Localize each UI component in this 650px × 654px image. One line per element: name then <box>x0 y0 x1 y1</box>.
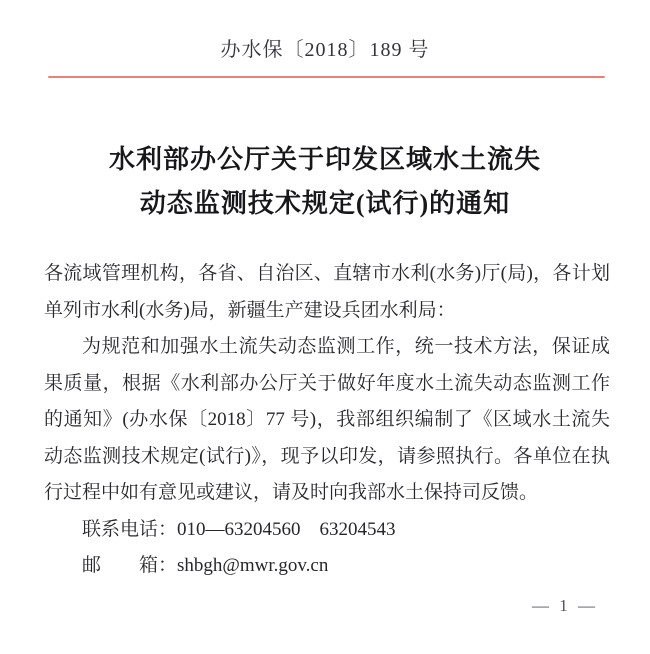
document-body <box>44 256 610 585</box>
page-number: — 1 — <box>532 596 598 615</box>
title-line-2: 动态监测技术规定(试行)的通知 <box>139 189 511 218</box>
header-divider-line <box>48 76 605 78</box>
body-paragraph: 为规范和加强水土流失动态监测工作，统一技术方法，保证成果质量，根据《水利部办公厅关于做好年度水土流失动态监测工作的通知》(办水保〔2018〕77 号)，我部组织编制了《区域水土流失动态监测技术规定(试行)》，现予以印发，请参照执行。各单位在执行过程中如有意见或建议，请及时向我部水土保持司反馈。 <box>44 336 610 503</box>
contact-email-line: 邮 箱：shbgh@mwr.gov.cn <box>82 555 329 576</box>
doc-number: 办水保〔2018〕189 号 <box>220 39 430 61</box>
document-title <box>0 138 650 226</box>
salutation-line: 各流域管理机构，各省、自治区、直辖市水利(水务)厅(局)，各计划单列市水利(水务)局，新疆生产建设兵团水利局： <box>44 263 610 321</box>
title-line-1: 水利部办公厅关于印发区域水土流失 <box>108 145 541 174</box>
contact-phone-line: 联系电话：010—63204560 63204543 <box>82 518 396 540</box>
